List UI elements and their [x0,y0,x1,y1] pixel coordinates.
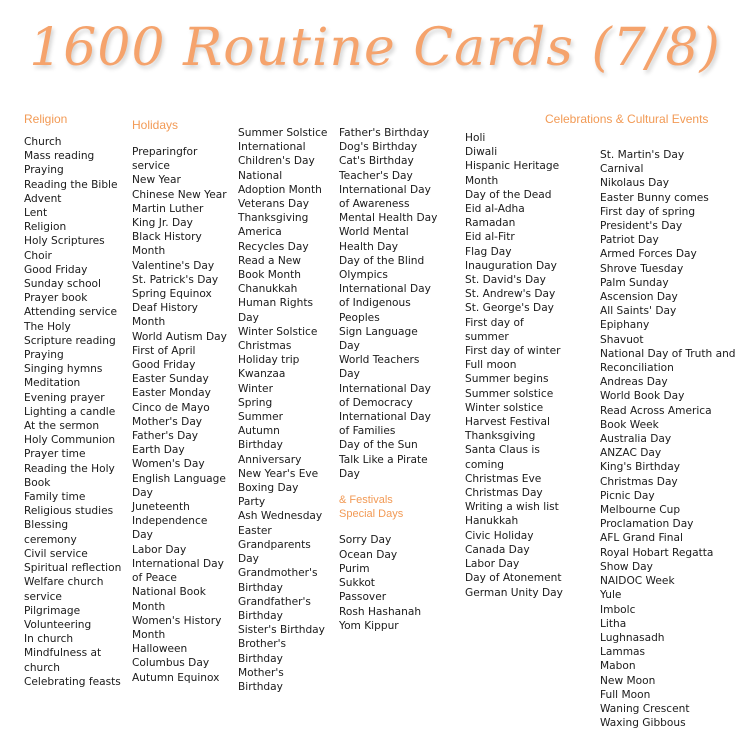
list-item: Winter Solstice [238,325,318,338]
list-item: ANZAC Day [600,447,662,460]
list-item: Passover [339,591,387,604]
list-item: Inauguration Day [465,259,557,272]
list-item: Autumn [238,425,280,438]
list-item: Canada Day [465,543,530,556]
list-religion [24,135,124,689]
list-item: Eid al-Fitr [465,231,515,244]
list-item: The Holy [24,320,71,333]
list-item: World Mental Health Day [339,226,409,253]
list-item: Easter [238,524,272,537]
list-item: Waning Crescent [600,702,690,715]
list-item: Summer [238,411,283,424]
list-item: Civil service [24,547,88,560]
list-item: Day of the Dead [465,188,552,201]
list-item: Epiphany [600,319,650,332]
list-item: Hanukkah [465,515,519,528]
list-item: Spring Equinox [132,288,212,301]
list-item: Praying [24,349,64,362]
list-item: Veterans Day [238,198,309,211]
list-item: Deaf History Month [132,302,198,329]
list-item: Choir [24,249,52,262]
spacer [339,481,439,493]
list-item: Family time [24,491,86,504]
list-item: AFL Grand Final [600,532,683,545]
list-item: Melbourne Cup [600,504,681,517]
list-item: Cat's Birthday [339,155,414,168]
list-item: Winter [238,382,273,395]
list-item: Human Rights Day [238,297,313,324]
list-item: Advent [24,192,62,205]
list-column-4-bottom [339,533,439,632]
list-item: Hispanic Heritage Month [465,160,560,187]
list-item: Celebrating feasts [24,675,121,688]
list-item: St. George's Day [465,302,554,315]
list-item: Evening prayer [24,391,105,404]
list-item: Day of Atonement [465,572,562,585]
list-item: Summer solstice [465,387,554,400]
list-item: Kwanzaa [238,368,286,381]
list-item: Women's History Month [132,614,222,641]
list-item: Show Day [600,560,653,573]
list-item: Sister's Birthday [238,624,325,637]
list-item: Women's Day [132,458,205,471]
list-item: Christmas Day [465,487,543,500]
list-item: Ocean Day [339,548,398,561]
list-item: Mental Health Day [339,212,438,225]
list-item: Sunday school [24,278,101,291]
list-item: Grandparents Day [238,538,311,566]
list-item: National Day of Truth and Reconciliation [600,347,736,375]
list-item: Church [24,136,62,148]
list-item: St. Martin's Day [600,149,685,161]
list-item: Mindfulness at church [24,647,102,674]
heading-celebrations: Celebrations & Cultural Events [545,112,709,126]
list-item: Lammas [600,646,646,659]
list-item: National Book Month [132,586,206,613]
list-item: Purim [339,562,370,575]
list-item: Valentine's Day [132,259,215,272]
list-item: Dog's Birthday [339,141,418,154]
list-item: Labor Day [132,543,187,556]
list-item: Party [238,496,266,509]
list-item: Blessing ceremony [24,519,77,546]
list-item: First day of spring [600,205,696,218]
list-item: Anniversary [238,453,302,466]
list-item: Summer Solstice [238,127,328,139]
list-item: Litha [600,617,627,630]
list-item: Grandmother's Birthday [238,567,318,594]
list-item: Writing a wish list [465,501,559,514]
list-item: Flag Day [465,245,512,258]
list-item: Lighting a candle [24,405,116,418]
list-item: Santa Claus is coming [465,444,540,471]
list-item: Columbus Day [132,657,210,670]
list-item: Shavuot [600,333,644,346]
list-item: Scripture reading [24,334,116,347]
list-item: At the sermon [24,420,100,433]
list-item: Reading the Holy Book [24,462,115,489]
list-item: Chinese New Year [132,188,227,201]
list-item: Chanukkah [238,283,298,296]
list-column-6 [600,148,740,730]
list-item: Labor Day [465,558,520,571]
list-item: Book Week [600,418,659,431]
list-item: St. Patrick's Day [132,273,219,286]
list-item: Prayer book [24,292,88,305]
list-item: Olympics [339,269,388,282]
list-item: St. Andrew's Day [465,288,556,301]
list-item: Preparingfor service [132,146,198,173]
list-item: New Year [132,174,181,187]
list-item: Easter Monday [132,387,211,400]
list-item: Talk Like a Pirate Day [339,453,428,480]
list-item: Attending service [24,306,118,319]
list-item: Carnival [600,163,644,176]
list-item: Imbolc [600,603,636,616]
list-item: Ramadan [465,217,516,230]
list-item: Singing hymns [24,363,103,376]
list-item: Boxing Day [238,482,299,495]
list-item: Day of the Blind [339,254,425,267]
list-item: World Book Day [600,390,685,403]
heading-festivals: & Festivals Special Days [339,494,404,521]
list-item: Patriot Day [600,234,659,247]
list-item: International Day of Families [339,411,431,438]
list-item: Black History Month [132,231,202,258]
list-item: Reading the Bible [24,178,118,191]
list-item: International Day of Peace [132,557,224,585]
list-item: King's Birthday [600,461,681,474]
list-item: Lent [24,207,48,220]
list-item: World Teachers Day [339,354,420,381]
list-item: Ascension Day [600,291,678,304]
list-item: Sukkot [339,577,375,590]
list-item: Thanksgiving [238,212,309,225]
list-item: Shrove Tuesday [600,262,684,275]
list-item: New Moon [600,674,656,687]
list-item: In church [24,633,74,646]
list-item: Juneteenth [132,501,190,514]
list-item: New Year's Eve [238,467,319,480]
list-item: Independence Day [132,515,208,542]
list-item: Read a New Book Month [238,254,301,282]
list-item: Religious studies [24,505,114,518]
list-item: German Unity Day [465,586,563,599]
list-item: Pilgrimage [24,604,81,617]
list-item: Mother's Day [132,415,203,428]
list-item: Halloween [132,643,188,656]
list-item: Sorry Day [339,534,392,547]
list-item: Winter solstice [465,401,544,414]
list-item: St. David's Day [465,274,546,287]
list-item: Andreas Day [600,376,668,389]
list-column-4-top [339,126,439,481]
list-item: Civic Holiday [465,529,534,542]
list-item: Read Across America [600,404,712,417]
list-item: Australia Day [600,433,672,446]
list-item: Full Moon [600,688,651,701]
list-item: Grandfather's Birthday [238,595,311,622]
heading-religion: Religion [24,112,68,126]
list-item: Martin Luther King Jr. Day [132,202,204,230]
list-item: Rosh Hashanah [339,605,422,618]
list-item: Easter Sunday [132,373,209,386]
list-item: Father's Day [132,430,199,443]
list-item: Lughnasadh [600,631,665,644]
list-item: Diwali [465,146,498,159]
list-item: Nikolaus Day [600,177,670,190]
list-item: Holi [465,132,486,144]
list-item: Mass reading [24,150,95,163]
list-column-4 [339,126,439,633]
list-item: Cinco de Mayo [132,401,210,414]
list-item: International Day of Awareness [339,183,431,211]
list-item: Teacher's Day [339,169,413,182]
list-column-3 [238,126,330,694]
list-item: Religion [24,221,67,234]
list-item: English Language Day [132,472,226,499]
list-item: Volunteering [24,618,92,631]
list-item: NAIDOC Week [600,575,675,588]
list-item: Full moon [465,359,517,372]
list-item: Meditation [24,377,81,390]
list-item: Waxing Gibbous [600,717,686,730]
list-item: International Day of Democracy [339,382,431,409]
list-item: Holy Communion [24,434,116,447]
list-item: Mabon [600,660,636,673]
list-item: Armed Forces Day [600,248,697,261]
list-item: Picnic Day [600,489,655,502]
list-item: Father's Birthday [339,127,430,139]
list-item: Christmas Day [600,475,678,488]
list-item: Christmas [238,340,292,353]
list-item: Day of the Sun [339,439,418,452]
list-item: All Saints' Day [600,305,677,318]
list-holidays [132,145,228,685]
heading-holidays: Holidays [132,118,179,132]
list-item: Welfare church service [24,576,104,603]
list-item: Holiday trip [238,354,300,367]
list-item: Yule [600,589,622,602]
list-item: First day of winter [465,345,561,358]
list-item: Prayer time [24,448,86,461]
list-item: Praying [24,164,64,177]
list-item: Christmas Eve [465,472,542,485]
list-item: Holy Scriptures [24,235,105,248]
list-item: Spring [238,396,273,409]
list-item: Yom Kippur [339,619,399,632]
spacer [339,521,439,533]
list-item: Summer begins [465,373,549,386]
list-item: Earth Day [132,444,185,457]
list-item: Ash Wednesday [238,510,323,523]
list-item: Sign Language Day [339,325,418,353]
list-item: Palm Sunday [600,276,669,289]
list-column-5 [465,131,565,600]
list-item: Birthday [238,439,283,452]
list-item: World Autism Day [132,330,227,343]
page-title: 1600 Routine Cards (7/8) [29,18,721,78]
list-item: Spiritual reflection [24,562,122,575]
list-item: Proclamation Day [600,518,694,531]
list-item: Good Friday [24,263,88,276]
list-item: National Adoption Month [238,169,322,196]
list-item: Mother's Birthday [238,666,284,693]
list-item: Harvest Festival [465,416,550,429]
list-item: Brother's Birthday [238,638,287,665]
list-item: Thanksgiving [465,430,536,443]
list-item: First day of summer [465,316,524,343]
list-item: America Recycles Day [238,226,309,253]
list-item: Good Friday [132,359,196,372]
list-item: International Children's Day [238,141,315,168]
list-item: International Day of Indigenous Peoples [339,283,431,324]
list-item: Eid al-Adha [465,203,525,216]
list-item: Autumn Equinox [132,671,220,684]
list-item: President's Day [600,220,683,233]
list-item: First of April [132,344,196,357]
list-item: Easter Bunny comes [600,191,709,204]
list-item: Royal Hobart Regatta [600,546,714,559]
